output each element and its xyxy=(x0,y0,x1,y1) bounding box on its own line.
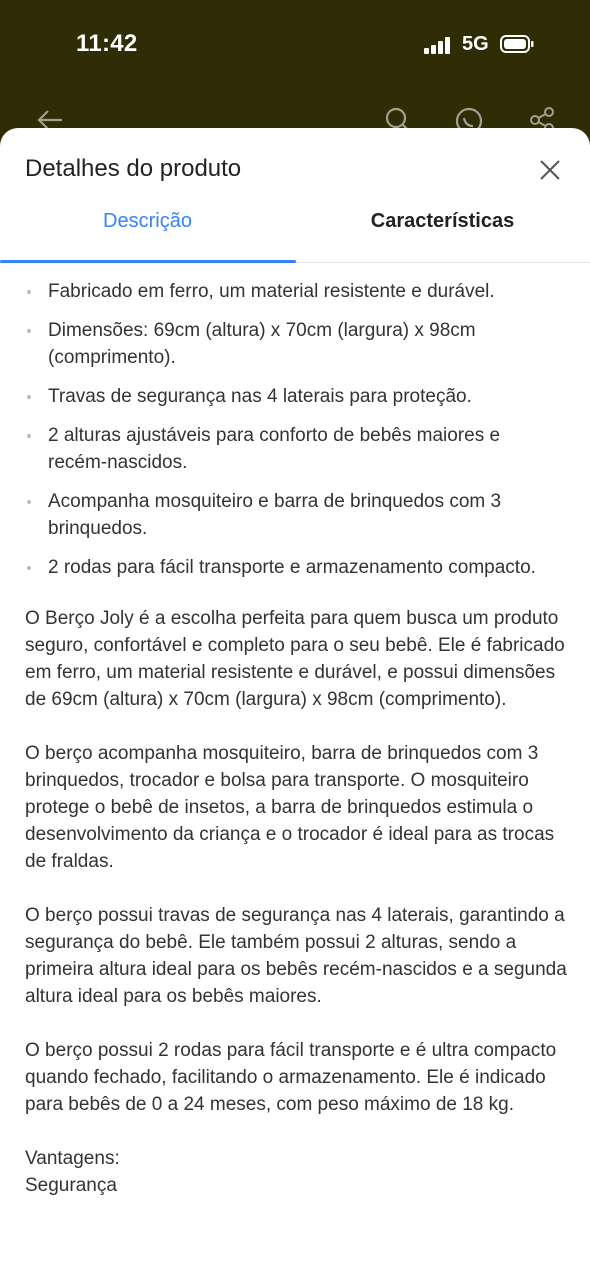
active-tab-indicator xyxy=(0,260,296,263)
product-details-sheet xyxy=(0,128,590,1280)
feature-item: Fabricado em ferro, um material resistente e durável. xyxy=(0,278,590,305)
feature-item: Acompanha mosquiteiro e barra de brinquedos com 3 brinquedos. xyxy=(0,488,590,542)
description-paragraph: O berço possui 2 rodas para fácil transporte e é ultra compacto quando fechado, facilitando o armazenamento. Ele é indicado para bebês de 0 a 24 meses, com peso máximo de 18 kg. xyxy=(25,1040,557,1115)
feature-list xyxy=(0,278,590,581)
description-paragraph: O Berço Joly é a escolha perfeita para quem busca um produto seguro, confortável e completo para o seu bebê. Ele é fabricado em ferro, um material resistente e durável, e possui dimensões de 69cm (altura) x 70cm (largura) x 98cm (comprimento). xyxy=(25,608,565,710)
status-bar xyxy=(0,0,590,90)
feature-item: Dimensões: 69cm (altura) x 70cm (largura) x 98cm (comprimento). xyxy=(0,317,590,371)
network-type: 5G xyxy=(462,33,489,55)
description-content xyxy=(0,278,590,1199)
feature-item: 2 alturas ajustáveis para conforto de bebês maiores e recém-nascidos. xyxy=(0,422,590,476)
tabs xyxy=(0,204,590,263)
tab-caracteristicas[interactable]: Características xyxy=(370,210,515,232)
status-time: 11:42 xyxy=(76,30,138,57)
feature-item: 2 rodas para fácil transporte e armazenamento compacto. xyxy=(0,554,590,581)
sheet-title: Detalhes do produto xyxy=(25,155,242,182)
tab-descricao[interactable]: Descrição xyxy=(103,210,192,232)
battery-icon xyxy=(500,35,534,53)
description-paragraph: O berço possui travas de segurança nas 4 laterais, garantindo a segurança do bebê. Ele também possui 2 alturas, sendo a primeira altura ideal para os bebês recém-nascidos e a segunda altura ideal para os bebês maiores. xyxy=(25,905,567,1007)
description-paragraph: O berço acompanha mosquiteiro, barra de brinquedos com 3 brinquedos, trocador e bolsa para transporte. O mosquiteiro protege o bebê de insetos, a barra de brinquedos estimula o desenvolvimento da criança e o trocador é ideal para as trocas de fraldas. xyxy=(25,743,555,872)
feature-item: Travas de segurança nas 4 laterais para proteção. xyxy=(0,383,590,410)
advantage-item: Segurança xyxy=(25,1175,117,1196)
signal-strength-icon xyxy=(424,36,454,54)
close-icon[interactable] xyxy=(536,156,564,184)
advantages-label: Vantagens: xyxy=(25,1148,120,1169)
